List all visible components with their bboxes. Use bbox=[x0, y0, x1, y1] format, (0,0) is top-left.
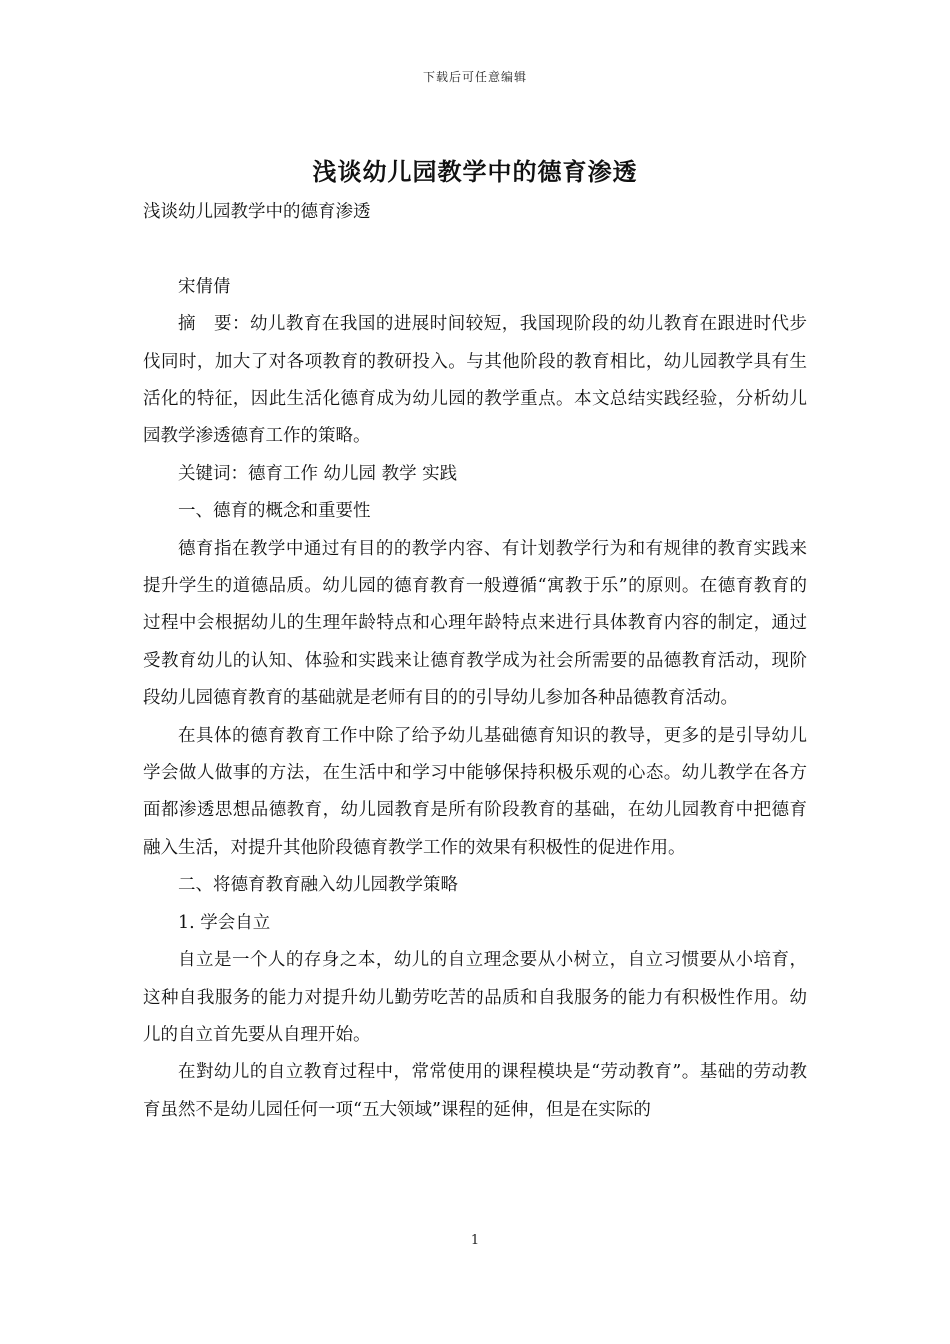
blank-line bbox=[143, 231, 807, 268]
subsection-heading-1: 1. 学会自立 bbox=[178, 912, 271, 933]
document-body bbox=[143, 194, 807, 1129]
section2-paragraph-1: 自立是一个人的存身之本，幼儿的自立理念要从小树立，自立习惯要从小培育，这种自我服务的能力对提升幼儿勤劳吃苦的品质和自我服务的能力有积极性作用。幼儿的自立首先要从自理开始。 bbox=[143, 950, 807, 1045]
keywords-line: 关键词：德育工作 幼儿园 教学 实践 bbox=[178, 463, 458, 484]
section1-paragraph-1: 德育指在教学中通过有目的的教学内容、有计划教学行为和有规律的教育实践来提升学生的道德品质。幼儿园的德育教育一般遵循“寓教于乐”的原则。在德育教育的过程中会根据幼儿的生理年龄特点和心理年龄特点来进行具体教育内容的制定，通过受教育幼儿的认知、体验和实践来让德育教学成为社会所需要的品德教育活动，现阶段幼儿园德育教育的基础就是老师有目的的引导幼儿参加各种品德教育活动。 bbox=[143, 538, 807, 709]
section-heading-1: 一、德育的概念和重要性 bbox=[178, 501, 371, 522]
abstract-paragraph: 摘 要：幼儿教育在我国的进展时间较短，我国现阶段的幼儿教育在跟进时代步伐同时，加大了对各项教育的教研投入。与其他阶段的教育相比，幼儿园教学具有生活化的特征，因此生活化德育成为幼儿园的教学重点。本文总结实践经验，分析幼儿园教学渗透德育工作的策略。 bbox=[143, 314, 807, 447]
author-name: 宋倩倩 bbox=[178, 276, 231, 297]
header-note: 下载后可任意编辑 bbox=[422, 70, 527, 84]
section1-paragraph-2: 在具体的德育教育工作中除了给予幼儿基础德育知识的教导，更多的是引导幼儿学会做人做事的方法，在生活中和学习中能够保持积极乐观的心态。幼儿教学在各方面都渗透思想品德教育，幼儿园教育是所有阶段教育的基础，在幼儿园教育中把德育融入生活，对提升其他阶段德育教学工作的效果有积极性的促进作用。 bbox=[143, 725, 807, 858]
document-subtitle: 浅谈幼儿园教学中的德育渗透 bbox=[143, 202, 371, 222]
page-number: 1 bbox=[470, 1233, 480, 1248]
section2-paragraph-2: 在對幼儿的自立教育过程中，常常使用的课程模块是“劳动教育”。基础的劳动教育虽然不是幼儿园任何一项“五大领域”课程的延伸，但是在实际的 bbox=[143, 1062, 807, 1120]
document-title: 浅谈幼儿园教学中的德育渗透 bbox=[312, 157, 638, 186]
section-heading-2: 二、将德育教育融入幼儿园教学策略 bbox=[178, 875, 458, 896]
